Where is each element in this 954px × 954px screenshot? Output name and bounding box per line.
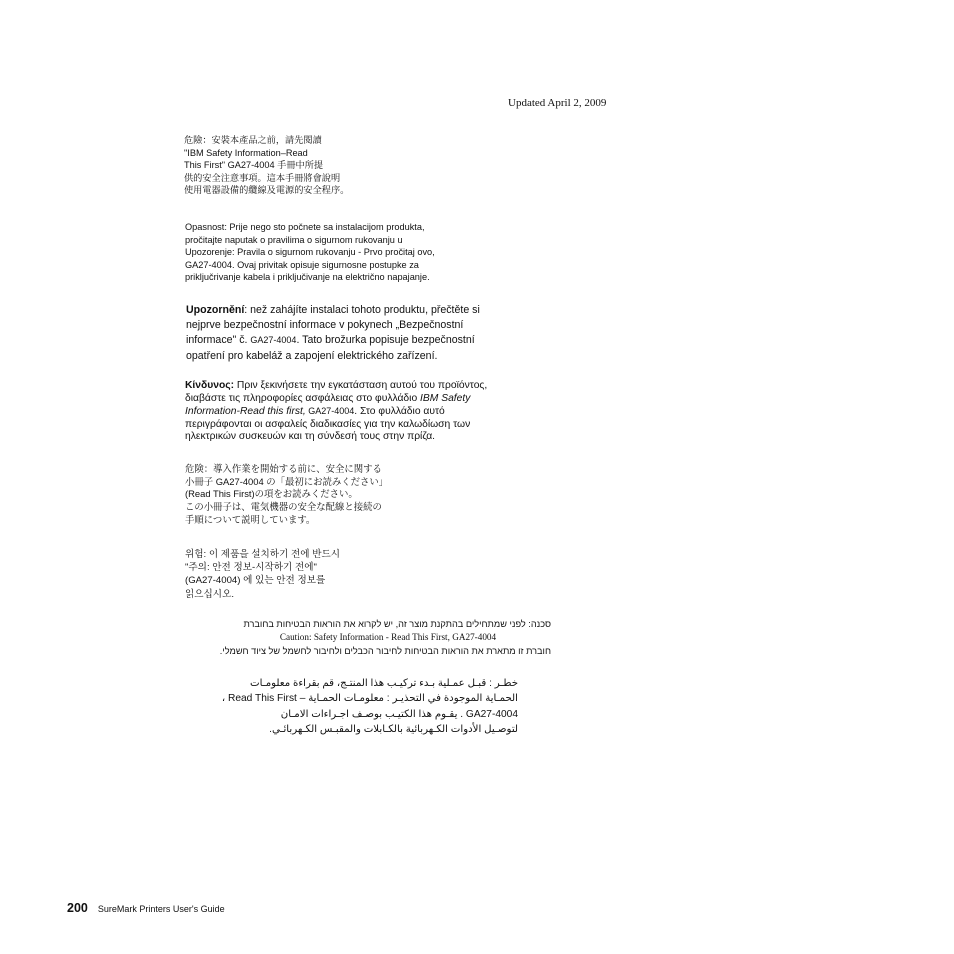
notice-line: "IBM Safety Information–Read [184, 147, 308, 158]
notice-japanese [185, 463, 388, 527]
notice-line: 使用電器設備的纜線及電源的安全程序。 [184, 185, 350, 196]
notice-line: لتوصـيل الأدوات الكـهربائية بالكـابلات والمقبـس الكـهربائـي. [269, 723, 518, 735]
notice-line: This First" GA27-4004 手冊中所提 [184, 160, 324, 171]
publication-code: GA27-4004 [305, 406, 355, 417]
notice-label: Κίνδυνος: [185, 380, 235, 391]
notice-greek [185, 380, 487, 444]
notice-line: Opasnost: Prije nego sto počnete sa instalacijom produkta, [185, 222, 425, 232]
notice-korean [185, 548, 340, 601]
notice-line [185, 393, 487, 406]
publication-title: IBM Safety [420, 392, 471, 404]
notice-hebrew [185, 618, 551, 658]
notice-text: . Στο φυλλάδιο αυτό [354, 406, 445, 418]
notice-text: : než zahájíte instalaci tohoto produktu, přečtěte si [244, 304, 480, 316]
updated-date: Updated April 2, 2009 [508, 97, 607, 109]
notice-line: (GA27-4004) 에 있는 안전 정보를 [185, 575, 326, 587]
notice-line: nejprve bezpečnostní informace v pokynech „Bezpečnostní [186, 319, 464, 332]
notice-line: 읽으십시오. [185, 588, 235, 600]
notice-line: περιγράφονται οι ασφαλείς διαδικασίες για την καλωδίωση των [185, 418, 471, 430]
notice-line: GA27-4004 . يقـوم هذا الكتيـب بوصـف اجـراءات الامـان [280, 708, 518, 720]
notice-text: informace" č. [186, 334, 251, 347]
notice-line: pročitajte naputak o pravilima o sigurnom rukovanju u [185, 234, 403, 245]
notice-line: الحمـاية الموجودة في التحذيـر : معلومـات الحمـاية – Read This First ، [221, 693, 518, 705]
notice-line: ηλεκτρικών συσκευών και τη σύνδεσή τους στην πρίζα. [185, 431, 436, 443]
notice-line [185, 405, 487, 419]
notice-text: . Tato brožurka popisuje bezpečnostní [296, 334, 475, 347]
notice-line: opatření pro kabeláž a zapojení elektrického zařízení. [186, 349, 438, 362]
notice-line: 供的安全注意事項。這本手冊將會說明 [184, 172, 341, 183]
notice-line [186, 303, 480, 318]
notice-line: סכנה: לפני שמתחילים בהתקנת מוצר זה, יש לקרוא את הוראות הבטיחות בחוברת [243, 619, 551, 629]
page-footer [67, 901, 225, 915]
notice-croatian [185, 221, 435, 284]
notice-line [186, 333, 480, 348]
notice-line: この小冊子は、電気機器の安全な配線と接続の [185, 501, 382, 513]
notice-arabic [185, 676, 518, 737]
notice-line: priključrivanje kabela i priključivanje na električno napajanje. [185, 272, 430, 283]
notice-line: GA27-4004. Ovaj privitak opisuje sigurnosne postupke za [185, 259, 419, 270]
page-number: 200 [67, 901, 88, 915]
notice-line: Caution: Safety Information - Read This First, GA27-4004 [279, 632, 497, 643]
notice-line: Upozorenje: Pravila o sigurnom rukovanju - Prvo pročitaj ovo, [185, 247, 435, 258]
notice-traditional-chinese [184, 134, 349, 197]
notice-text: διαβάστε τις πληροφορίες ασφάλειας στο φυλλάδιο [185, 392, 421, 404]
publication-title: Information-Read this first, [185, 406, 306, 418]
document-title: SureMark Printers User's Guide [97, 904, 225, 914]
notice-text: Πριν ξεκινήσετε την εγκατάσταση αυτού του προϊόντος, [234, 380, 488, 391]
notice-line: 手順について説明しています。 [185, 513, 316, 525]
notice-line: خطـر : قبـل عمـلية بـدء تركيـب هذا المنتـج، قم بقراءة معلومـات [250, 678, 518, 689]
notice-czech [186, 303, 480, 364]
notice-line [185, 380, 487, 393]
notice-line: (Read This First)の項をお読みください。 [185, 488, 358, 500]
publication-code: GA27-4004 [250, 335, 297, 346]
notice-line: 위험: 이 제품을 설치하기 전에 반드시 [185, 549, 341, 560]
notice-line: 小冊子 GA27-4004 の「最初にお読みください」 [185, 475, 389, 487]
notice-line: "주의: 안전 정보-시작하기 전에" [185, 562, 317, 574]
notice-line: 危険：導入作業を開始する前に、安全に関する [185, 463, 382, 474]
notice-line: חוברת זו מתארת את הוראות הבטיחות לחיבור הכבלים ולחיבור לחשמל של ציוד חשמלי. [219, 645, 551, 656]
notice-line: 危險：安裝本產品之前，請先閱讀 [184, 135, 322, 145]
notice-label: Upozornění [186, 304, 245, 316]
